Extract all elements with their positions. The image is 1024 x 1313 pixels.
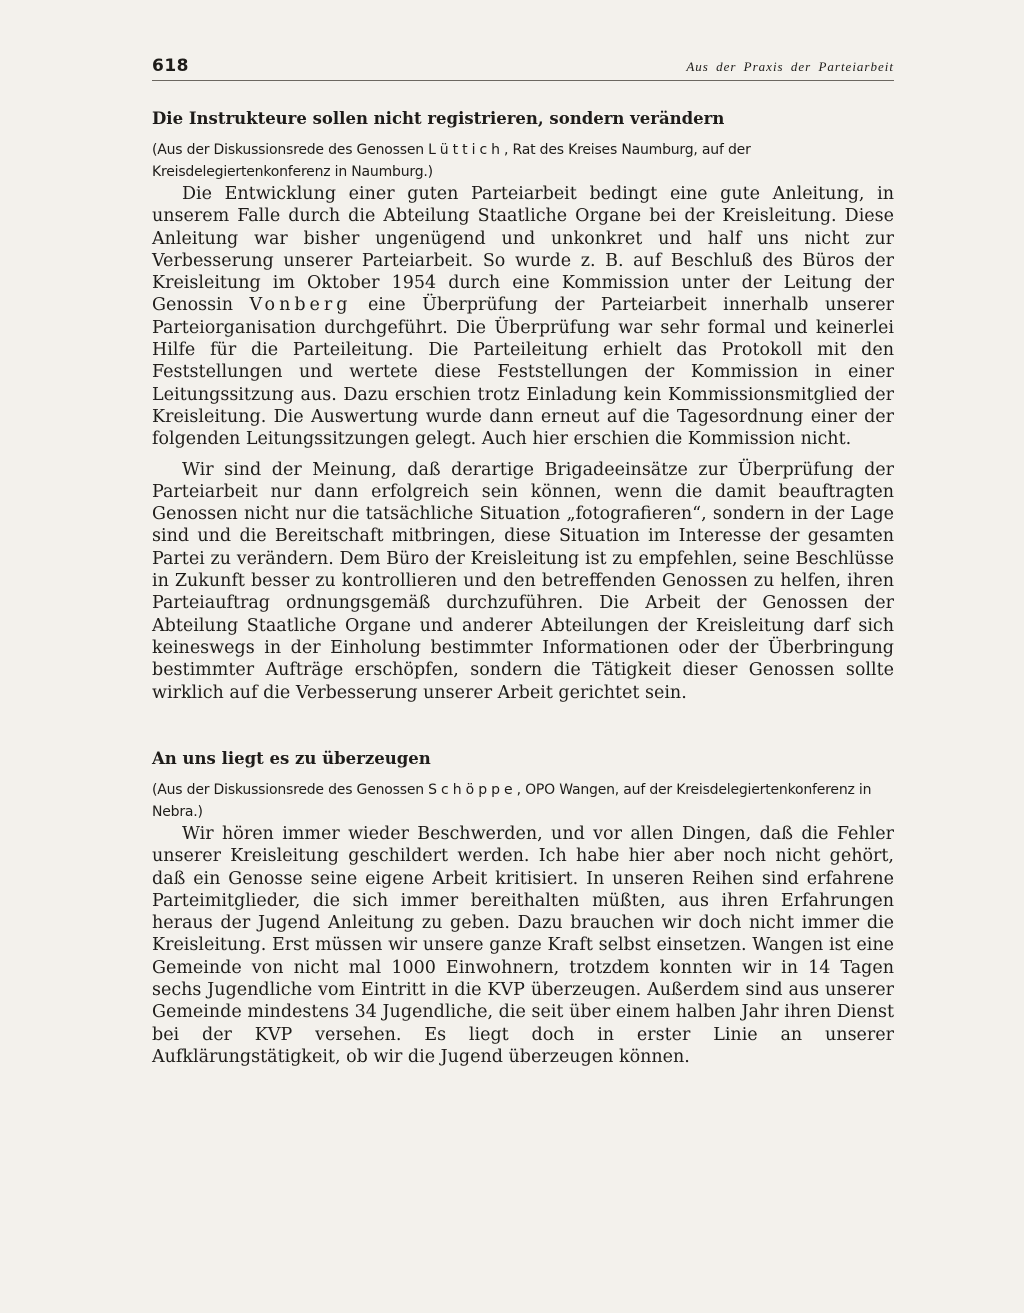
source-suffix: , Rat des Kreises Naumburg, auf der Kreisdelegiertenkonferenz in Naumburg.) [152,142,751,180]
article-ueberzeugen [152,746,894,1068]
paragraph-text-part: Die Entwicklung einer guten Parteiarbeit bedingt eine gute Anleitung, in unserem Falle durch die Abteilung Staatliche Organe bei der Kreisleitung. Diese Anleitung war bisher ungenügend und unkonkret und half uns nicht zur Verbesserung unserer Parteiarbeit. So wurde z. B. auf Beschluß des Büros der Kreisleitung im Oktober 1954 durch eine Kommission unter der Leitung der Genossin [152,184,894,316]
page-header [152,54,894,81]
article-instrukteure [152,106,894,704]
article-source [152,139,894,183]
speaker-name: Schöppe [428,782,517,798]
source-prefix: (Aus der Diskussionsrede des Genossen [152,782,429,798]
body-paragraph [152,183,894,451]
article-title: Die Instrukteure sollen nicht registrieren, sondern verändern [152,109,725,128]
paragraph-text-part: eine Überprüfung der Parteiarbeit innerhalb unserer Parteiorganisation durchgeführt. Die Überprüfung war sehr formal und keinerlei Hilfe für die Parteileitung. Die Parteileitung erhielt das Protokoll mit den Feststellungen und wertete diese Feststellungen der Kommission in einer Leitungssitzung aus. Dazu erschien trotz Einladung kein Kommissionsmitglied der Kreisleitung. Die Auswertung wurde dann erneut auf die Tagesordnung einer der folgenden Leitungssitzungen gelegt. Auch hier erschien die Kommission nicht. [152,295,894,450]
body-paragraph: Wir hören immer wieder Beschwerden, und vor allen Dingen, daß die Fehler unserer Kreisleitung geschildert werden. Ich habe hier aber noch nicht gehört, daß ein Genosse seine eigene Arbeit kritisiert. In unseren Reihen sind erfahrene Parteimitglieder, die sich immer bereithalten müßten, aus ihren Erfahrungen heraus der Jugend Anleitung zu geben. Dazu brauchen wir doch nicht immer die Kreisleitung. Erst müssen wir unsere ganze Kraft selbst einsetzen. Wangen ist eine Gemeinde von nicht mal 1000 Einwohnern, trotzdem konnten wir in 14 Tagen sechs Jugendliche vom Eintritt in die KVP überzeugen. Außerdem sind aus unserer Gemeinde mindestens 34 Jugendliche, die seit über einem halben Jahr ihren Dienst bei der KVP versehen. Es liegt doch in erster Linie an unserer Aufklärungstätigkeit, ob wir die Jugend überzeugen können. [152,824,894,1067]
body-paragraph: Wir sind der Meinung, daß derartige Brigadeeinsätze zur Überprüfung der Parteiarbeit nur dann erfolgreich sein können, wenn die damit beauftragten Genossen nicht nur die tatsächliche Situation „fotografieren“, sondern in der Lage sind und die Bereitschaft mitbringen, diese Situation im Interesse der gesamten Partei zu verändern. Dem Büro der Kreisleitung ist zu empfehlen, seine Beschlüsse in Zukunft besser zu kontrollieren und den betreffenden Genossen zu helfen, ihren Parteiauftrag ordnungsgemäß durchzuführen. Die Arbeit der Genossen der Abteilung Staatliche Organe und anderer Abteilungen der Kreisleitung darf sich keineswegs in der Einholung bestimmter Informationen oder der Überbringung bestimmter Aufträge erschöpfen, sondern die Tätigkeit dieser Genossen sollte wirklich auf die Verbesserung unserer Arbeit gerichtet sein. [152,459,894,703]
speaker-name: Lüttich [428,142,505,158]
source-prefix: (Aus der Diskussionsrede des Genossen [152,142,429,158]
running-head: Aus der Praxis der Parteiarbeit [686,59,894,74]
article-source [152,779,894,823]
source-suffix: , OPO Wangen, auf der Kreisdelegiertenkonferenz in Nebra.) [152,782,872,820]
article-title: An uns liegt es zu überzeugen [152,749,431,768]
page-number: 618 [152,56,189,76]
person-name: Vonberg [249,295,352,316]
